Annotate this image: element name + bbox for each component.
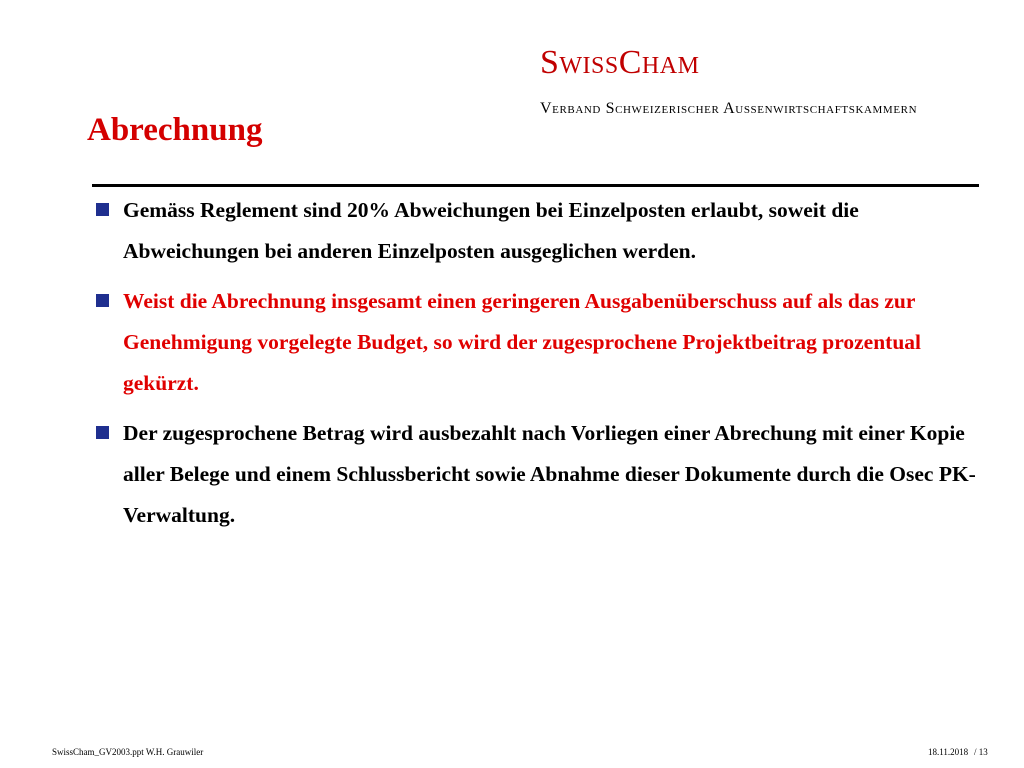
slide-title: Abrechnung: [87, 112, 263, 148]
footer-date: 18.11.2018: [928, 747, 969, 757]
bullet-item: [96, 413, 991, 536]
square-bullet-icon: [96, 426, 109, 439]
square-bullet-icon: [96, 294, 109, 307]
bullet-text: Weist die Abrechnung insgesamt einen geringeren Ausgabenüberschuss auf als das zur Genehmigung vorgelegte Budget, so wird der zugesprochene Projektbeitrag prozentual gekürzt.: [123, 289, 922, 395]
footer-filename: SwissCham_GV2003.ppt W.H. Grauwiler: [52, 747, 204, 757]
footer-page-number: / 13: [974, 747, 988, 757]
bullet-item: [96, 190, 991, 272]
bullet-list: [96, 190, 991, 545]
logo-title: SwissCham: [540, 44, 700, 81]
bullet-text: Der zugesprochene Betrag wird ausbezahlt nach Vorliegen einer Abrechung mit einer Kopie aller Belege und einem Schlussbericht sowie Abnahme dieser Dokumente durch die Osec PK-Verwaltung.: [123, 421, 976, 527]
bullet-item: [96, 281, 991, 404]
title-divider: [92, 184, 979, 187]
square-bullet-icon: [96, 203, 109, 216]
logo-subtitle: Verband Schweizerischer Aussenwirtschaftskammern: [540, 100, 918, 117]
bullet-text: Gemäss Reglement sind 20% Abweichungen bei Einzelposten erlaubt, soweit die Abweichungen bei anderen Einzelposten ausgeglichen werden.: [123, 198, 859, 263]
